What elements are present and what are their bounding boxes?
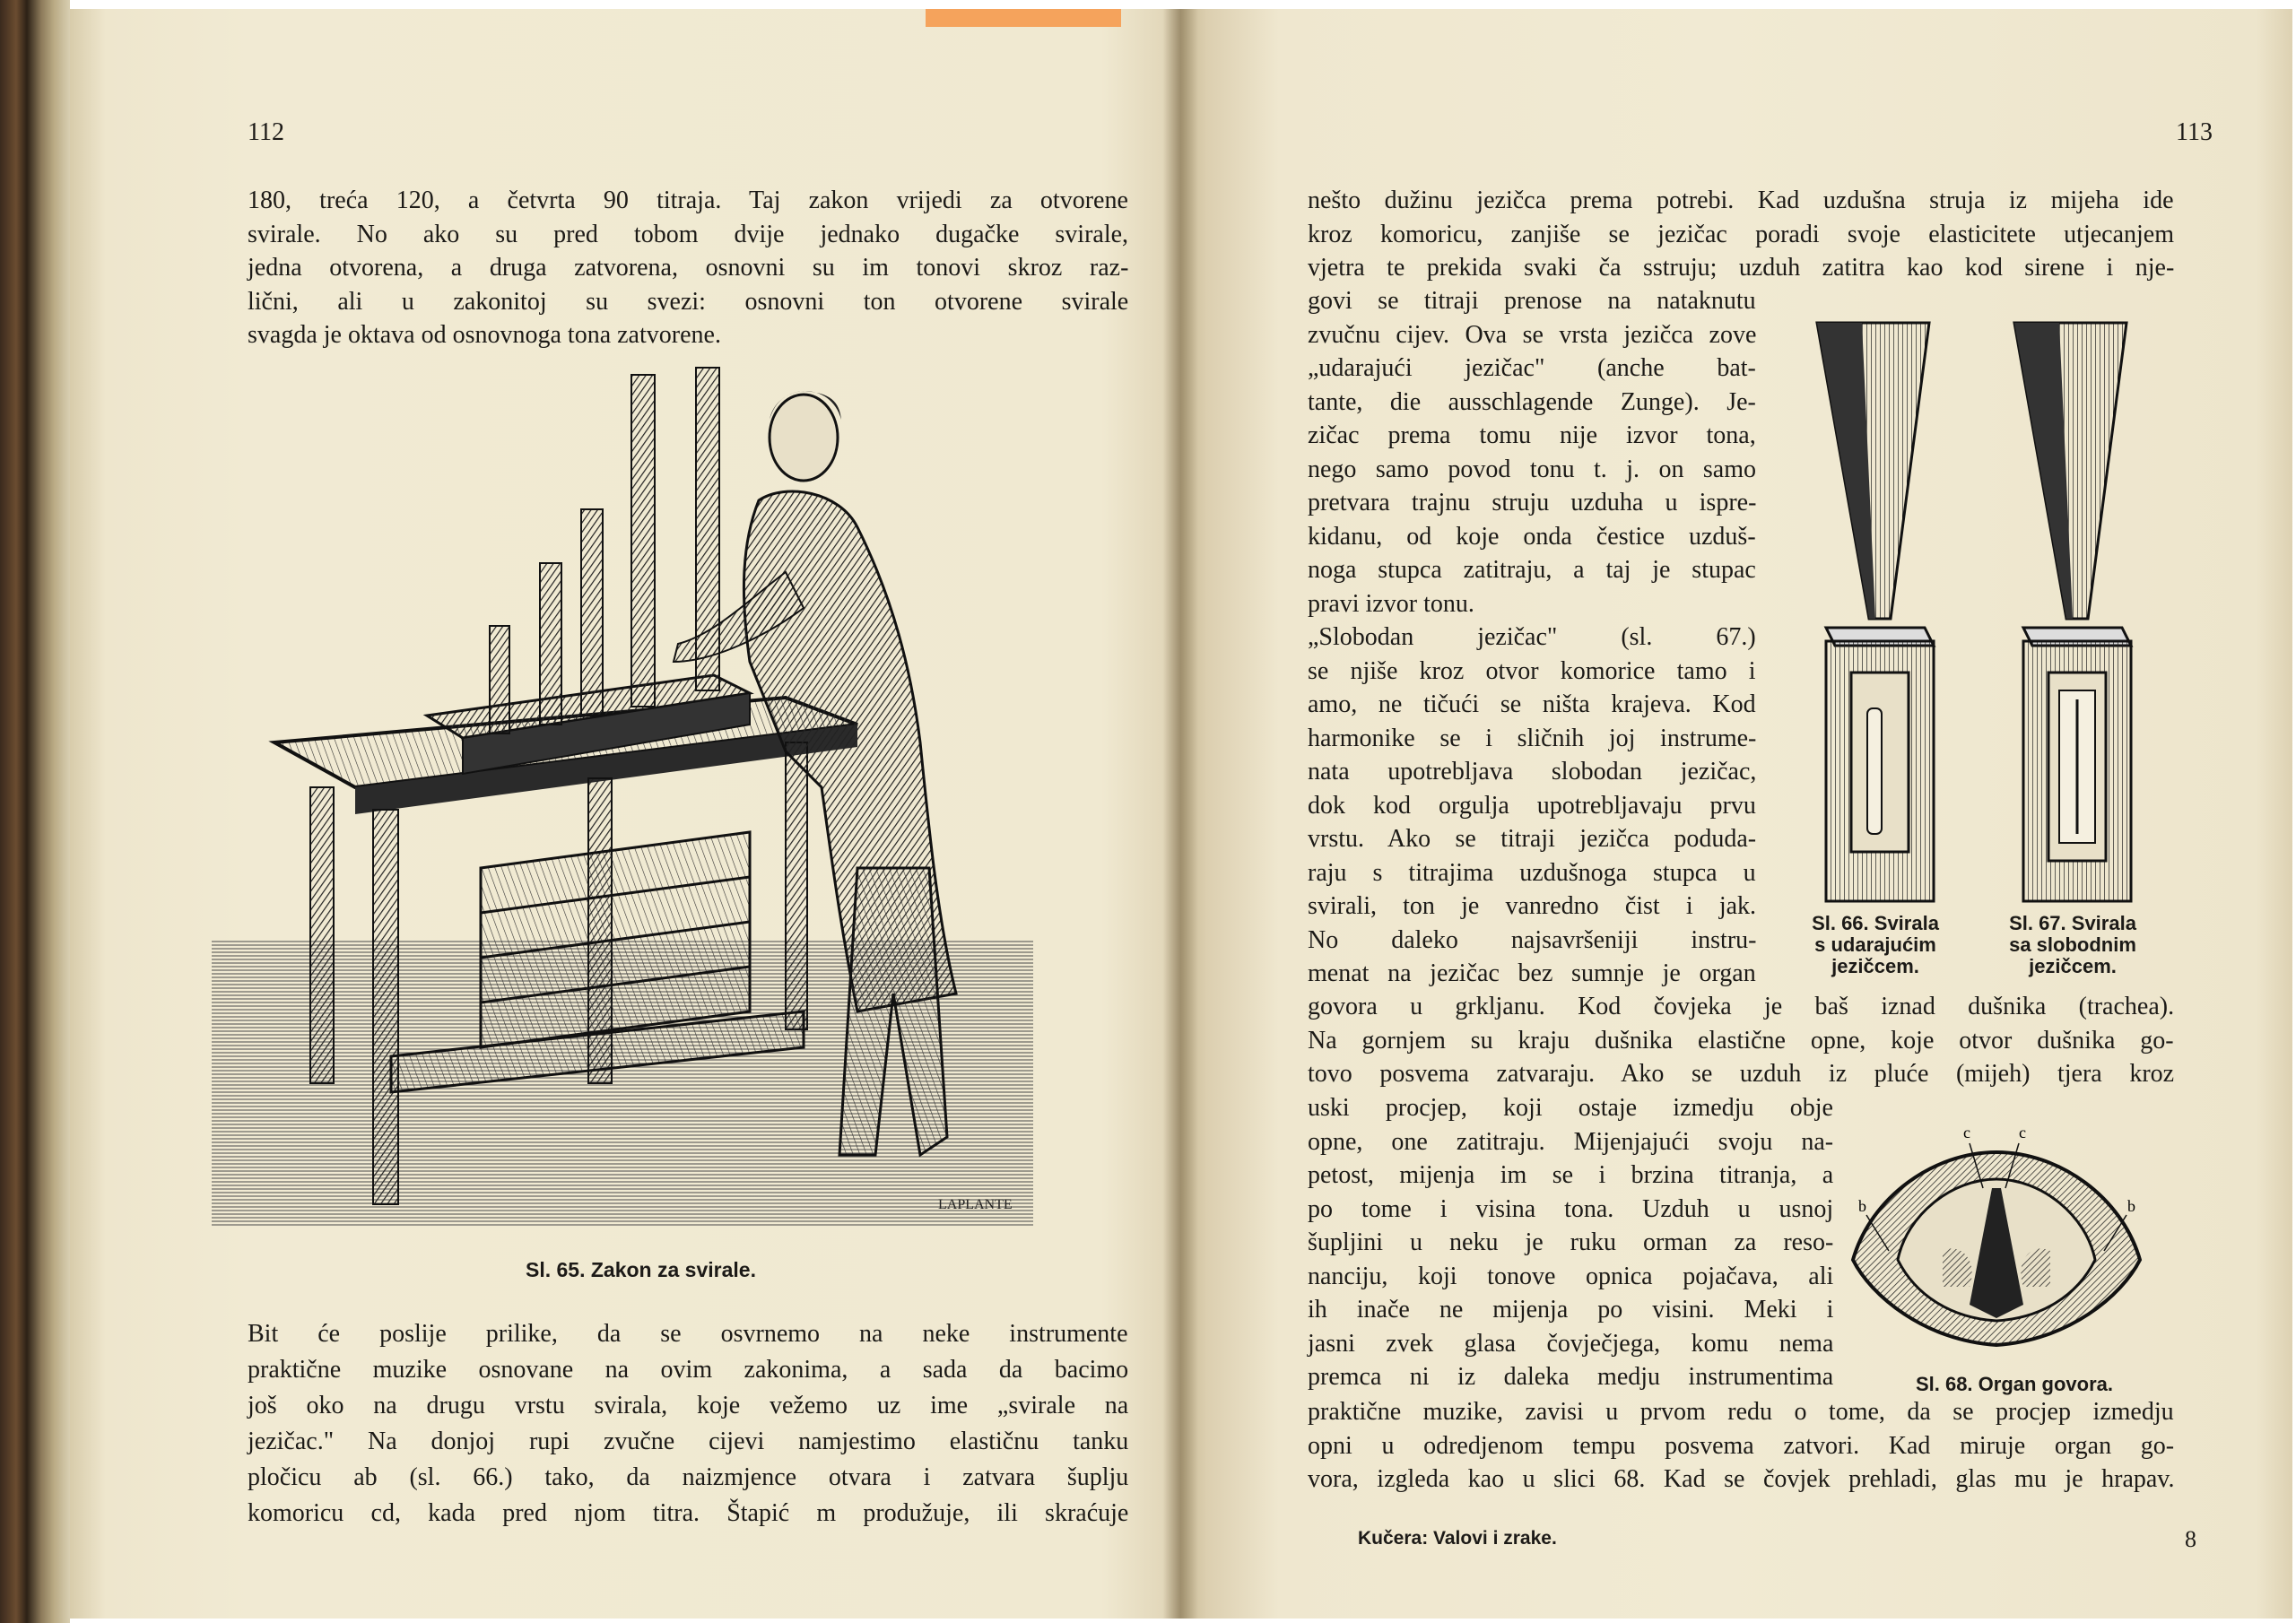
book-binding [0, 0, 70, 1623]
label-b: b [1858, 1197, 1866, 1215]
bookmark-tab [926, 9, 1121, 27]
text-line: još oko na drugu vrstu svirala, koje vežemo uz ime „svirale na [248, 1392, 1129, 1419]
text-line: harmonike se i sličnih joj instrume- [1308, 724, 1757, 752]
text-line: nešto dužinu jezičca prema potrebi. Kad uzdušna struja iz mijeha ide [1308, 187, 2174, 214]
signature-mark: 8 [2185, 1526, 2196, 1552]
text-line: vrstu. Ako se titraji jezičca poduda- [1308, 825, 1757, 853]
page-number: 112 [248, 118, 284, 146]
text-line: noga stupca zatitraju, a taj je stupac [1308, 556, 1756, 584]
text-line: lični, ali u zakonitoj su svezi: osnovni ton otvorene svirale [248, 287, 1129, 316]
svg-text:LAPLANTE: LAPLANTE [938, 1197, 1013, 1212]
figure-66-caption: Sl. 66. Svirala s udarajućim jezičcem. [1812, 912, 1939, 977]
text-line: premca ni iz daleka medju instrumentima [1308, 1363, 1834, 1391]
text-line: 180, treća 120, a četvrta 90 titraja. Taj zakon vrijedi za otvorene [248, 187, 1128, 214]
text-line: uski procjep, koji ostaje izmedju obje [1308, 1094, 1833, 1122]
text-line: govi se titraji prenose na nataknutu [1308, 287, 1756, 315]
text-line: po tome i visina tona. Uzduh u usnoj [1308, 1194, 1834, 1223]
text-line: jezičac." Na donjoj rupi zvučne cijevi namjestimo elastičnu tanku [248, 1428, 1129, 1455]
text-line: Na gornjem su kraju dušnika elastične opne, koje otvor dušnika go- [1308, 1026, 2174, 1055]
text-line: nata upotrebljava slobodan jezičac, [1308, 758, 1757, 785]
text-line: svagda je oktava od osnovnoga tona zatvorene. [248, 321, 721, 349]
text-line: zičac prema tomu nije izvor tona, [1308, 421, 1756, 449]
figure-68-larynx [1835, 1116, 2158, 1367]
text-line: tovo posvema zatvaraju. Ako se uzduh iz pluće (mijeh) tjera kroz [1308, 1060, 2175, 1088]
label-c: c [1963, 1124, 1970, 1141]
page-number: 113 [2176, 118, 2213, 146]
text-line: No daleko najsavršeniji instru- [1308, 925, 1757, 954]
text-line: jedna otvorena, a druga zatvorena, osnovni su im tonovi skroz raz- [248, 254, 1129, 282]
figure-68-caption: Sl. 68. Organ govora. [1915, 1373, 2114, 1395]
figure-66-reed-pipe [1808, 314, 1943, 906]
text-line: praktične muzike, zavisi u prvom redu o tome, da se procjep izmedju [1308, 1398, 2174, 1426]
text-line: tante, die ausschlagende Zunge). Je- [1308, 387, 1756, 416]
text-line: svirali, ton je vanredno čist i jak. [1308, 892, 1757, 920]
text-line: pretvara trajnu struju uzduha u ispre- [1308, 489, 1757, 516]
label-b: b [2127, 1197, 2135, 1215]
text-line: svirale. No ako su pred tobom dvije jednako dugačke svirale, [248, 220, 1129, 248]
text-line: komoricu cd, kada pred njom titra. Štapić m produžuje, ili skraćuje [248, 1499, 1129, 1527]
label-c: c [2019, 1124, 2026, 1141]
text-line: govora u grkljanu. Kod čovjeka je baš iznad dušnika (trachea). [1308, 993, 2175, 1020]
text-line: ih inače ne mijenja po visini. Meki i [1308, 1296, 1834, 1324]
text-line: „udarajući jezičac" (anche bat- [1308, 354, 1756, 382]
text-line: pločicu ab (sl. 66.) tako, da naizmjence otvara i zatvara šuplju [248, 1463, 1129, 1491]
text-line: opni u odredjenom tempu posvema zatvori. Kad miruje organ go- [1308, 1431, 2175, 1460]
text-line: amo, ne tičući se ništa krajeva. Kod [1308, 690, 1756, 718]
figure-65-caption: Sl. 65. Zakon za svirale. [526, 1258, 756, 1281]
text-line: „Slobodan jezičac" (sl. 67.) [1308, 623, 1756, 651]
figure-67-caption: Sl. 67. Svirala sa slobodnim jezičcem. [2009, 912, 2136, 977]
text-line: jasni zvek glasa čovječjega, komu nema [1308, 1329, 1834, 1358]
text-line: pravi izvor tonu. [1308, 589, 1474, 618]
text-line: dok kod orgulja upotrebljavaju prvu [1308, 791, 1756, 820]
text-line: menat na jezičac bez sumnje je organ [1308, 959, 1756, 987]
text-line: kidanu, od koje onda čestice uzduš- [1308, 522, 1756, 551]
text-line: se njiše kroz otvor komorice tamo i [1308, 656, 1756, 685]
text-line: Bit će poslije prilike, da se osvrnemo na neke instrumente [248, 1320, 1128, 1348]
figure-65-engraving [212, 366, 1033, 1227]
figure-67-reed-pipe [2005, 314, 2140, 906]
text-line: nanciju, koji tonove opnica pojačava, ali [1308, 1262, 1834, 1290]
text-line: opne, one zatitraju. Mijenjajući svoju na- [1308, 1127, 1834, 1156]
footer-title: Kučera: Valovi i zrake. [1358, 1528, 1557, 1549]
text-line: šupljini u neku je ruku orman za reso- [1308, 1228, 1834, 1256]
text-line: petost, mijenja im se i brzina titranja, a [1308, 1161, 1834, 1189]
text-line: raju s titrajima uzdušnoga stupca u [1308, 858, 1756, 887]
text-line: vora, izgleda kao u slici 68. Kad se čovjek prehladi, glas mu je hrapav. [1308, 1465, 2175, 1493]
text-line: kroz komoricu, zanjiše se jezičac poradi svoje elasticitete utjecanjem [1308, 220, 2174, 248]
text-line: nego samo povod tonu t. j. on samo [1308, 455, 1756, 483]
right-page [1180, 9, 2292, 1619]
text-line: zvučnu cijev. Ova se vrsta jezičca zove [1308, 320, 1757, 349]
text-line: praktične muzike osnovane na ovim zakonima, a sada da bacimo [248, 1356, 1129, 1384]
left-page [70, 9, 1180, 1619]
text-line: vjetra te prekida svaki ča sstruju; uzduh zatitra kao kod sirene i nje- [1308, 254, 2175, 282]
book-gutter [1162, 9, 1198, 1619]
